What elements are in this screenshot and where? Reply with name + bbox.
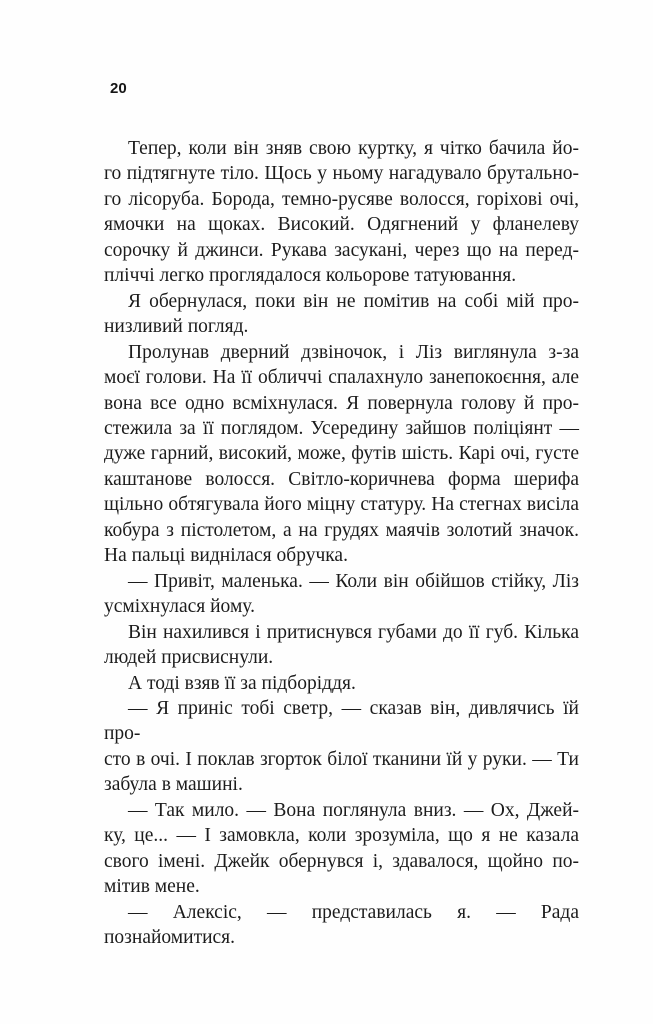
text-line: Він нахилився і притиснувся губами до її губ. Кілька <box>128 621 579 643</box>
text-line: щільно обтягувала його міцну статуру. На стегнах висіла <box>104 494 579 516</box>
text-line: го лісоруба. Борода, темно-русяве волосся, горіхові очі, <box>104 188 579 210</box>
text-line: — Так мило. — Вона поглянула вниз. — Ох, Джей- <box>128 799 579 821</box>
text-line: сто в очі. І поклав згорток білої тканини їй у руки. — Ти <box>104 748 579 770</box>
text-line: стежила за її поглядом. Усередину зайшов поліціянт — <box>104 417 579 439</box>
text-line: мітив мене. <box>104 876 200 898</box>
text-line: ку, це... — І замовкла, коли зрозуміла, що я не казала <box>104 825 579 847</box>
text-line: — Я приніс тобі светр, — сказав він, дивлячись їй про- <box>104 697 579 745</box>
text-line: моєї голови. На її обличчі спалахнуло занепокоєння, але <box>104 367 579 389</box>
text-line: кобура з пістолетом, а на грудях маячів золотий значок. <box>104 519 579 541</box>
text-line: — Привіт, маленька. — Коли він обійшов стійку, Ліз <box>128 570 579 592</box>
page-number: 20 <box>110 80 127 97</box>
text-line: свого імені. Джейк обернувся і, здавалося, щойно по- <box>104 850 579 872</box>
text-line: каштанове волосся. Світло-коричнева форма шерифа <box>104 468 579 490</box>
text-line: пліччі легко проглядалося кольорове татуювання. <box>104 265 517 287</box>
text-line: низливий погляд. <box>104 316 249 338</box>
text-line: ямочки на щоках. Високий. Одягнений у фланелеву <box>104 214 579 236</box>
text-line: На пальці виднілася обручка. <box>104 545 348 567</box>
text-line: забула в машині. <box>104 774 243 796</box>
text-line: Я обернулася, поки він не помітив на собі мій про- <box>128 290 579 312</box>
text-line: го підтягнуте тіло. Щось у ньому нагадувало брутально- <box>104 163 579 185</box>
text-line: Пролунав дверний дзвіночок, і Ліз виглянула з-за <box>128 341 579 363</box>
text-line: усміхнулася йому. <box>104 596 255 618</box>
text-line: А тоді взяв її за підборіддя. <box>128 672 356 694</box>
text-line: вона все одно всміхнулася. Я повернула голову й про- <box>104 392 579 414</box>
text-line: — Алексіс, — представилась я. — Рада познайомитися. <box>104 901 579 949</box>
text-line: дуже гарний, високий, може, футів шість. Карі очі, густе <box>104 443 579 465</box>
text-line: людей присвиснули. <box>104 647 274 669</box>
text-block <box>104 136 579 951</box>
text-line: Тепер, коли він зняв свою куртку, я чітко бачила йо- <box>128 138 579 159</box>
text-line: сорочку й джинси. Рукава засукані, через що на перед- <box>104 239 579 261</box>
